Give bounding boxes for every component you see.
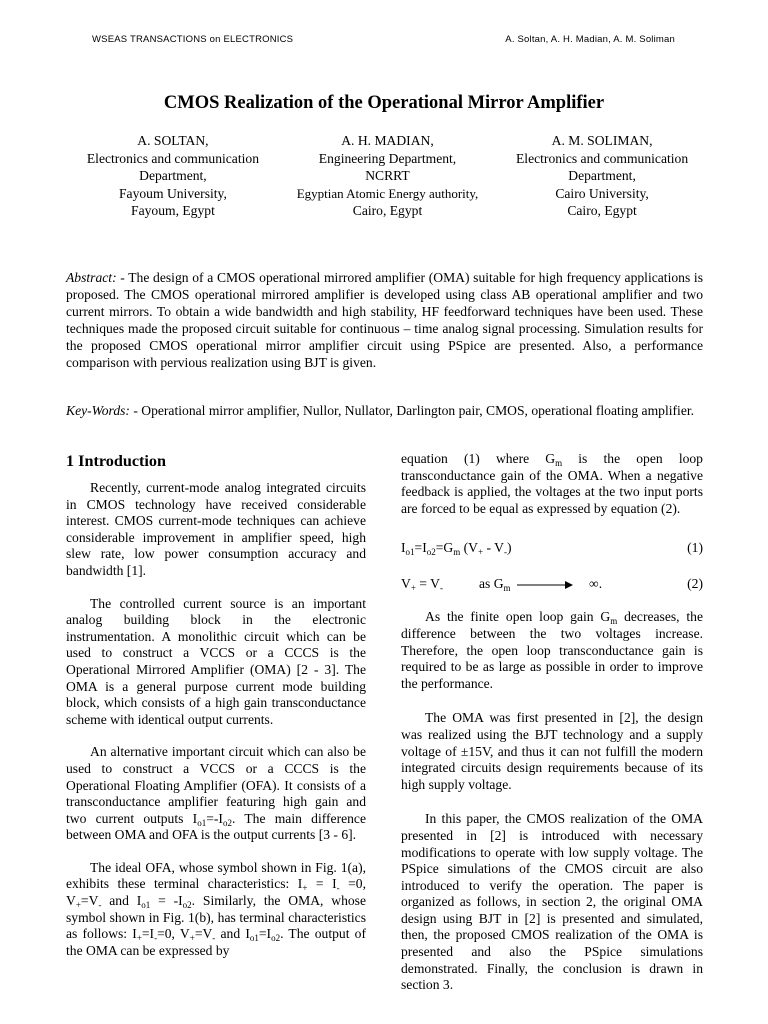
abstract-text: - The design of a CMOS operational mirrored amplifier (OMA) suitable for high frequency applications is proposed. The CMOS operational mirrored amplifier is developed using class AB operational amplifier and two current mirrors. To obtain a wide bandwidth and high stability, HF feedforward techniques have been used. These techniques made the proposed circuit suitable for continuous – time analog signal processing. Simulation results for the proposed CMOS operational mirror amplifier circuit using PSpice are presented. Also, a performance comparison with pervious realization using BJT is given.: [66, 270, 703, 371]
affiliation-line: Cairo University,: [555, 185, 649, 201]
paragraph: The ideal OFA, whose symbol shown in Fig. 1(a), exhibits these terminal characteristics: $I_+ = I_- =0$, $V_+=V_-$ and $I_{o1} = -I_{o2}$. Similarly, the OMA, whose symbol shown in Fig. 1(b), has terminal characteristics as follows: $I_+=I_-=0$, $V_+=V_-$ and $I_{o1}=I_{o2}$. The output of the OMA can be expressed by: [66, 859, 367, 958]
abstract-label: Abstract:: [66, 270, 117, 285]
author-1: [60, 132, 286, 220]
right-column: [401, 451, 703, 994]
equation-2: $V_+ = V_-$ as $G_m$ ∞. (2): [401, 575, 703, 593]
paragraph: In this paper, the CMOS realization of the OMA presented in [2] is introduced with necessary modifications to operate with low supply voltage. The PSpice simulations of the CMOS circuit are also introduced to verify the operation. The paper is organized as follows, in section 2, the original OMA design using BJT in [2] is presented and simulated, then, the proposed CMOS realization of the OMA is presented and also the PSpice simulations demonstrated. Finally, the conclusion is drawn in section 3.: [401, 811, 703, 993]
affiliation-line: Department,: [568, 168, 636, 184]
paper-title: CMOS Realization of the Operational Mirror Amplifier: [163, 93, 605, 113]
left-column: [66, 452, 366, 959]
paragraph: The OMA was first presented in [2], the design was realized using the BJT technology and a supply voltage of ±15V, and thus it can not fulfill the modern integrated circuits design requirements because of its high supply voltage.: [401, 710, 703, 792]
affiliation-line: Engineering Department,: [318, 150, 457, 166]
keywords-text: - Operational mirror amplifier, Nullor, Nullator, Darlington pair, CMOS, operational floating amplifier.: [129, 403, 695, 418]
journal-name: WSEAS TRANSACTIONS on ELECTRONICS: [92, 34, 294, 45]
affiliation-line: Cairo, Egypt: [352, 203, 423, 219]
author-name: A. H. MADIAN,: [341, 133, 434, 148]
section-heading: 1 Introduction: [66, 452, 166, 470]
affiliation-line: Electronics and communication: [86, 150, 259, 166]
affiliation-line: Department,: [139, 168, 207, 184]
right-arrow-icon: [517, 575, 573, 598]
author-name: A. M. SOLIMAN,: [551, 133, 653, 148]
paragraph: The controlled current source is an important analog building block in the electronic instrumentation. A monolithic circuit which can be used to construct a VCCS or a CCCS is the Operational Mirrored Amplifier (OMA) [2 - 3]. The OMA is a general purpose current mode building block, which consists of a high gain transconductance scheme with identical output currents.: [66, 595, 366, 727]
equation-1: $I_{o1}=I_{o2}=G_m$ $(V_+ - V_-)$ (1): [401, 540, 703, 558]
affiliation-line: NCRRT: [365, 168, 410, 184]
author-name: A. SOLTAN,: [137, 133, 209, 148]
equation-number: (2): [687, 576, 703, 592]
author-block: [60, 132, 715, 220]
paragraph: Recently, current-mode analog integrated circuits in CMOS technology have received considerable interest. CMOS current-mode techniques can achieve considerable improvement in amplifier speed, high slew rate, low power consumption accuracy and bandwidth [1].: [66, 480, 366, 578]
keywords-label: Key-Words:: [66, 403, 130, 418]
affiliation-line: Egyptian Atomic Energy authority,: [296, 185, 479, 201]
paragraph: As the finite open loop gain $G_m$ decreases, the difference between the two voltages increase. Therefore, the open loop transconductance gain is required to be as large as possible in order to improve the performance.: [401, 609, 703, 691]
equation-number: (1): [687, 540, 703, 556]
author-2: [286, 132, 489, 220]
affiliation-line: Fayoum, Egypt: [131, 203, 215, 219]
affiliation-line: Cairo, Egypt: [567, 203, 637, 219]
abstract: [66, 269, 703, 372]
keywords: [66, 402, 703, 419]
paragraph: equation (1) where $G_m$ is the open loop transconductance gain of the OMA. When a negative feedback is applied, the voltages at the two input ports are forced to be equal as expressed by equation (2).: [401, 451, 703, 516]
paragraph: An alternative important circuit which can also be used to construct a VCCS or a CCCS is the Operational Floating Amplifier (OFA). It consists of a transconductance amplifier featuring high gain and two current outputs $I_{o1}=-I_{o2}$. The main difference between OMA and OFA is the output currents [3 - 6].: [66, 744, 366, 843]
header-authors: A. Soltan, A. H. Madian, A. M. Soliman: [505, 34, 675, 45]
affiliation-line: Fayoum University,: [118, 185, 227, 201]
author-3: [489, 132, 715, 220]
affiliation-line: Electronics and communication: [516, 150, 689, 166]
